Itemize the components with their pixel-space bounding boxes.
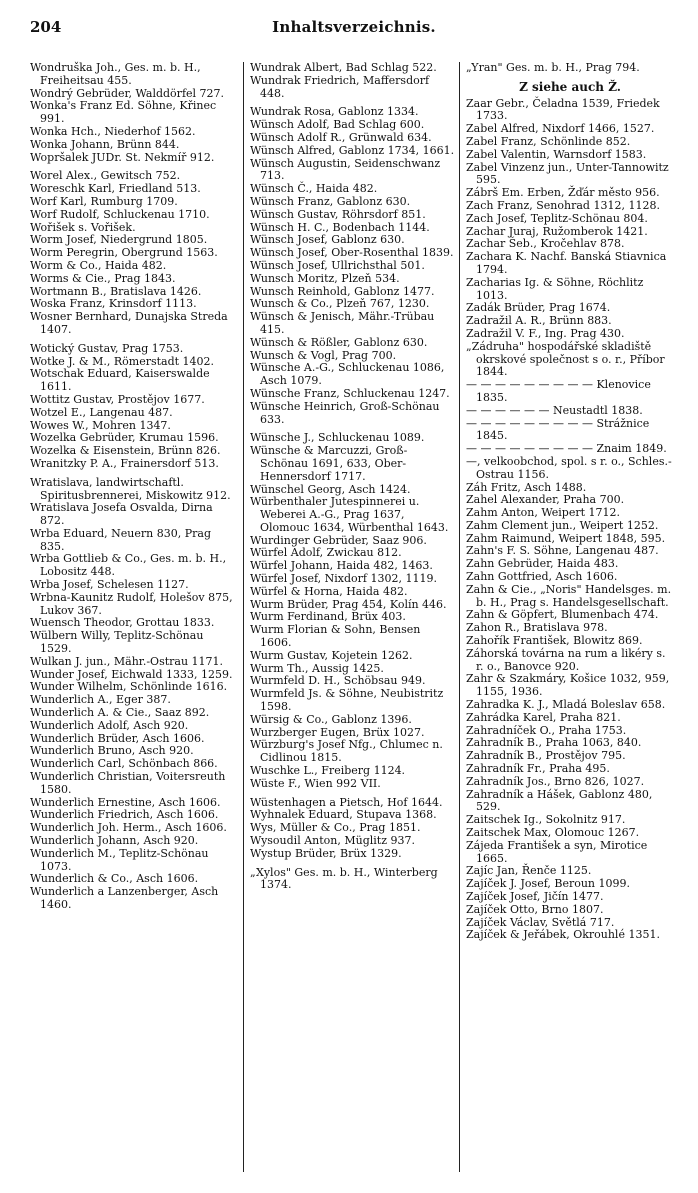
- column-middle: [250, 62, 455, 892]
- directory-entry: Wüstenhagen a Pietsch, Hof 1644.: [250, 795, 443, 809]
- directory-entry: Zajíček Josef, Jičín 1477.: [466, 890, 604, 903]
- directory-entry: Zahradník Jos., Brno 826, 1027.: [466, 774, 645, 788]
- directory-entry: Würbenthaler Jutespinnerei u. Weberei A.-G., Prag 1637, Olomouc 1634, Würbenthal 1643.: [250, 495, 449, 534]
- directory-entry: Zabel Valentin, Warnsdorf 1583.: [466, 147, 647, 161]
- directory-entry: Zadražil V. F., Ing. Prag 430.: [466, 326, 625, 340]
- directory-entry: Woska Franz, Krinsdorf 1113.: [30, 297, 197, 311]
- directory-entry: Wünsche Franz, Schluckenau 1247.: [250, 386, 450, 400]
- directory-entry: Wurm Brüder, Prag 454, Kolín 446.: [250, 597, 447, 611]
- directory-entry: Zahr & Szakmáry, Košice 1032, 959, 1155, 1936.: [466, 672, 670, 699]
- directory-entry: Wünsch Adolf R., Grünwald 634.: [250, 130, 432, 144]
- directory-entry: Zabel Franz, Schönlinde 852.: [466, 134, 631, 148]
- directory-entry: Wünsch & Jenisch, Mähr.-Trübau 415.: [250, 310, 435, 336]
- directory-entry: Wystup Brüder, Brüx 1329.: [250, 846, 402, 860]
- directory-entry: Wunderlich Bruno, Asch 920.: [30, 744, 194, 758]
- directory-entry: Zahrádka Karel, Praha 821.: [466, 710, 621, 724]
- directory-entry: Zajíček & Jeřábek, Okrouhlé 1351.: [466, 928, 660, 942]
- directory-entry: Wyhnalek Eduard, Stupava 1368.: [250, 808, 437, 822]
- directory-entry: Wunsch Moritz, Plzeň 534.: [250, 271, 400, 285]
- directory-entry: Wondruška Joh., Ges. m. b. H., Freiheitsau 455.: [30, 61, 201, 87]
- directory-entry: Worm & Co., Haida 482.: [30, 258, 167, 272]
- directory-entry: Zachara K. Nachf. Banská Stiavnica 1794.: [466, 250, 667, 276]
- directory-entry: Wüste F., Wien 992 VII.: [250, 776, 381, 790]
- directory-entry: Würsig & Co., Gablonz 1396.: [250, 712, 412, 726]
- directory-entry: Wozelka Gebrüder, Krumau 1596.: [30, 431, 219, 445]
- directory-entry: Záh Fritz, Asch 1488.: [466, 480, 587, 494]
- directory-entry: Wurmfeld D. H., Schöbsau 949.: [250, 674, 426, 688]
- directory-entry: Zaitschek Max, Olomouc 1267.: [466, 826, 640, 840]
- directory-entry: Zahn Gottfried, Asch 1606.: [466, 570, 618, 584]
- section-heading: Z siehe auch Ž.: [519, 79, 621, 94]
- directory-entry: Wowes W., Mohren 1347.: [30, 418, 171, 432]
- directory-entry: Wünsche A.-G., Schluckenau 1086, Asch 1079.: [250, 361, 445, 388]
- directory-entry: Wonka Hch., Niederhof 1562.: [30, 124, 196, 138]
- directory-entry: Wurm Gustav, Kojetein 1262.: [250, 648, 413, 662]
- directory-entry: Wunderlich Brüder, Asch 1606.: [30, 731, 205, 745]
- directory-entry: Würfel Johann, Haida 482, 1463.: [250, 559, 433, 573]
- directory-entry: Wrba Eduard, Neuern 830, Prag 835.: [30, 526, 211, 553]
- directory-entry: Zach Josef, Teplitz-Schönau 804.: [466, 211, 648, 225]
- directory-entry: Zabel Vinzenz jun., Unter-Tannowitz 595.: [466, 160, 669, 187]
- directory-entry: Wunderlich A., Eger 387.: [30, 693, 171, 707]
- directory-entry: Wünsch & Rößler, Gablonz 630.: [250, 335, 428, 349]
- directory-entry: Zacharias Ig. & Söhne, Röchlitz 1013.: [466, 275, 644, 302]
- directory-entry: Würfel Adolf, Zwickau 812.: [250, 546, 402, 560]
- directory-entry: Worel Alex., Gewitsch 752.: [30, 169, 181, 183]
- directory-entry: Wunderlich Ernestine, Asch 1606.: [30, 795, 221, 809]
- directory-entry: Wünsch Alfred, Gablonz 1734, 1661.: [250, 143, 455, 157]
- directory-entry: Zaitschek Ig., Sokolnitz 917.: [466, 813, 626, 827]
- directory-entry: Wünsche J., Schluckenau 1089.: [250, 431, 425, 445]
- directory-entry: Wondrý Gebrüder, Walddörfel 727.: [30, 86, 225, 100]
- directory-entry: Würfel & Horna, Haida 482.: [250, 584, 408, 598]
- directory-entry: Wunsch & Co., Plzeň 767, 1230.: [250, 297, 430, 311]
- directory-entry: Zajíček Václav, Světlá 717.: [466, 915, 615, 929]
- directory-entry: Wotzel E., Langenau 487.: [30, 405, 173, 419]
- directory-entry: Wünsch Adolf, Bad Schlag 600.: [250, 118, 425, 132]
- directory-entry: Wundrak Albert, Bad Schlag 522.: [250, 61, 437, 74]
- directory-entry: Zájeda František a syn, Mirotice 1665.: [466, 838, 648, 865]
- directory-entry: Worms & Cie., Prag 1843.: [30, 271, 176, 285]
- directory-entry: Záhorská továrna na rum a likéry s. r. o., Banovce 920.: [466, 646, 666, 673]
- directory-entry: Zahm Anton, Weipert 1712.: [466, 506, 621, 520]
- directory-entry: Wünsch Gustav, Röhrsdorf 851.: [250, 207, 426, 221]
- directory-entry: „Yran" Ges. m. b. H., Prag 794.: [466, 61, 640, 74]
- directory-entry: Worf Karl, Rumburg 1709.: [30, 194, 178, 208]
- directory-entry: Zahm Clement jun., Weipert 1252.: [466, 518, 659, 532]
- directory-entry: Zachar Juraj, Ružomberok 1421.: [466, 224, 648, 238]
- running-title: Inhaltsverzeichnis.: [272, 18, 436, 36]
- directory-entry: Wuschke L., Freiberg 1124.: [250, 764, 406, 778]
- directory-entry: Wünsche Heinrich, Groß-Schönau 633.: [250, 399, 440, 426]
- directory-entry: Wurzberger Eugen, Brüx 1027.: [250, 725, 425, 739]
- directory-entry: Wysoudil Anton, Müglitz 937.: [250, 834, 415, 848]
- directory-entry: Würfel Josef, Nixdorf 1302, 1119.: [250, 572, 437, 586]
- column-rule-left: [243, 62, 244, 1172]
- directory-entry: Wys, Müller & Co., Prag 1851.: [250, 821, 421, 835]
- directory-entry: Wunsch Reinhold, Gablonz 1477.: [250, 284, 435, 298]
- directory-entry: Wünsch H. C., Bodenbach 1144.: [250, 220, 430, 234]
- directory-entry: Wülbern Willy, Teplitz-Schönau 1529.: [30, 629, 204, 656]
- directory-entry: Wrba Gottlieb & Co., Ges. m. b. H., Lobositz 448.: [30, 552, 227, 579]
- directory-entry: Wunsch & Vogl, Prag 700.: [250, 348, 397, 362]
- directory-entry: Wratislava, landwirtschaftl. Spiritusbrennerei, Miskowitz 912.: [30, 475, 231, 502]
- directory-entry: Wurdinger Gebrüder, Saaz 906.: [250, 533, 427, 547]
- directory-entry: Wunderlich Carl, Schönbach 866.: [30, 757, 218, 771]
- directory-entry: Wosner Bernhard, Dunajska Streda 1407.: [30, 310, 228, 336]
- directory-entry: Zadražil A. R., Brünn 883.: [466, 314, 612, 328]
- directory-entry: Wunder Wilhelm, Schönlinde 1616.: [30, 680, 228, 694]
- directory-entry: Wünsch Josef, Ullrichsthal 501.: [250, 258, 425, 272]
- directory-entry: Zahořík František, Blowitz 869.: [466, 634, 643, 648]
- directory-entry: Zahm Raimund, Weipert 1848, 595.: [466, 531, 666, 545]
- directory-entry: Zadák Brüder, Prag 1674.: [466, 301, 611, 315]
- directory-entry: Wuensch Theodor, Grottau 1833.: [30, 616, 215, 630]
- directory-entry: Zahradka K. J., Mladá Boleslav 658.: [466, 698, 666, 712]
- directory-entry: Wünschel Georg, Asch 1424.: [250, 482, 411, 496]
- page-header: [30, 18, 678, 42]
- directory-entry: Wratislava Josefa Osvalda, Dirna 872.: [30, 501, 213, 528]
- directory-entry: Wořišek s. Vořišek.: [30, 220, 136, 234]
- directory-entry: Woreschk Karl, Friedland 513.: [30, 182, 201, 196]
- directory-entry: Wottitz Gustav, Prostějov 1677.: [30, 392, 205, 406]
- directory-entry: Würzburg's Josef Nfg., Chlumec n. Cidlinou 1815.: [250, 738, 443, 765]
- directory-entry: Wozelka & Eisenstein, Brünn 826.: [30, 444, 221, 458]
- directory-entry: Zahradník B., Praha 1063, 840.: [466, 736, 642, 750]
- page-number: 204: [30, 18, 62, 36]
- directory-entry: Zajíček J. Josef, Beroun 1099.: [466, 877, 631, 891]
- directory-entry: „Xylos" Ges. m. b. H., Winterberg 1374.: [250, 865, 438, 892]
- directory-entry: Zahn & Göpfert, Blumenbach 474.: [466, 608, 659, 622]
- directory-entry: — — — — — — — — — Znaim 1849.: [466, 442, 667, 456]
- directory-entry: Zahradník Fr., Praha 495.: [466, 762, 610, 776]
- directory-entry: Wunderlich Johann, Asch 920.: [30, 834, 199, 848]
- directory-entry: Wunderlich Adolf, Asch 920.: [30, 718, 189, 732]
- directory-entry: Zajíček Otto, Brno 1807.: [466, 902, 604, 916]
- directory-entry: Wunderlich A. & Cie., Saaz 892.: [30, 706, 210, 720]
- directory-entry: „Zádruha" hospodářské skladiště okrskové společnost s o. r., Příbor 1844.: [466, 339, 665, 379]
- column-rule-right: [459, 62, 460, 1172]
- directory-entry: Zahn & Cie., „Noris" Handelsges. m. b. H., Prag s. Handelsgesellschaft.: [466, 582, 672, 609]
- directory-entry: Wotický Gustav, Prag 1753.: [30, 341, 184, 355]
- directory-entry: Wurm Ferdinand, Brüx 403.: [250, 610, 406, 624]
- directory-entry: Zahradník a Hášek, Gablonz 480, 529.: [466, 787, 653, 814]
- directory-entry: Wurm Florian & Sohn, Bensen 1606.: [250, 623, 421, 650]
- directory-entry: Worm Peregrin, Obergrund 1563.: [30, 246, 218, 260]
- directory-entry: Wunderlich Joh. Herm., Asch 1606.: [30, 821, 227, 835]
- directory-entry: Wrbna-Kaunitz Rudolf, Holešov 875, Lukov 367.: [30, 590, 233, 617]
- directory-entry: Wundrak Rosa, Gablonz 1334.: [250, 105, 419, 119]
- directory-entry: Wünsch Josef, Gablonz 630.: [250, 233, 405, 247]
- directory-entry: Zahon R., Bratislava 978.: [466, 621, 608, 635]
- directory-entry: Worm Josef, Niedergrund 1805.: [30, 233, 208, 247]
- directory-entry: Wunderlich Christian, Voitersreuth 1580.: [30, 770, 226, 796]
- directory-entry: Wünsch Franz, Gablonz 630.: [250, 194, 411, 208]
- column-left: [30, 62, 238, 912]
- directory-entry: Wunderlich & Co., Asch 1606.: [30, 872, 199, 886]
- directory-entry: Wunderlich a Lanzenberger, Asch 1460.: [30, 885, 219, 911]
- directory-entry: Zahn's F. S. Söhne, Langenau 487.: [466, 544, 659, 558]
- column-right-list: [466, 98, 674, 943]
- directory-entry: Wulkan J. jun., Mähr.-Ostrau 1171.: [30, 654, 224, 668]
- directory-entry: Zahel Alexander, Praha 700.: [466, 493, 625, 507]
- directory-entry: Wünsche & Marcuzzi, Groß-Schönau 1691, 633, Ober-Hennersdorf 1717.: [250, 444, 408, 483]
- directory-entry: Zabel Alfred, Nixdorf 1466, 1527.: [466, 122, 655, 136]
- directory-entry: Wünsch Josef, Ober-Rosenthal 1839.: [250, 246, 454, 260]
- directory-entry: Wurmfeld Js. & Söhne, Neubistritz 1598.: [250, 687, 444, 714]
- directory-entry: Wrba Josef, Schelesen 1127.: [30, 578, 189, 592]
- directory-entry: Zahradník B., Prostějov 795.: [466, 749, 626, 763]
- directory-entry: — — — — — — Neustadtl 1838.: [466, 403, 643, 417]
- directory-entry: —, velkoobchod, spol. s r. o., Schles.-Ostrau 1156.: [466, 454, 672, 481]
- directory-entry: Wünsch Augustin, Seidenschwanz 713.: [250, 156, 441, 183]
- directory-entry: Zábrš Em. Erben, Žďár město 956.: [466, 186, 660, 200]
- directory-entry: Zahradníček O., Praha 1753.: [466, 723, 627, 737]
- directory-entry: — — — — — — — — — Klenovice 1835.: [466, 378, 651, 404]
- directory-entry: Wranitzky P. A., Frainersdorf 513.: [30, 456, 219, 470]
- directory-entry: Wunder Josef, Eichwald 1333, 1259.: [30, 667, 233, 681]
- directory-entry: Zaar Gebr., Čeladna 1539, Friedek 1733.: [466, 96, 660, 123]
- directory-entry: Zahn Gebrüder, Haida 483.: [466, 557, 619, 571]
- directory-entry: Wundrak Friedrich, Maffersdorf 448.: [250, 73, 430, 100]
- directory-entry: Wotschak Eduard, Kaiserswalde 1611.: [30, 367, 210, 394]
- directory-entry: Zachar Šeb., Kročehlav 878.: [466, 237, 625, 251]
- directory-entry: Worf Rudolf, Schluckenau 1710.: [30, 207, 210, 221]
- directory-entry: Wünsch Č., Haida 482.: [250, 182, 378, 196]
- directory-entry: Wortmann B., Bratislava 1426.: [30, 284, 202, 298]
- directory-entry: Wopršalek JUDr. St. Nekmíř 912.: [30, 150, 215, 164]
- directory-entry: Wurm Th., Aussig 1425.: [250, 661, 384, 675]
- directory-entry: Zajíc Jan, Řenče 1125.: [466, 864, 592, 878]
- directory-entry: Wotke J. & M., Römerstadt 1402.: [30, 354, 215, 368]
- column-right: [466, 62, 674, 942]
- directory-entry: Zach Franz, Senohrad 1312, 1128.: [466, 198, 660, 212]
- directory-entry: Wonka's Franz Ed. Söhne, Křinec 991.: [30, 99, 217, 126]
- directory-entry: Wonka Johann, Brünn 844.: [30, 137, 180, 151]
- directory-entry: Wunderlich Friedrich, Asch 1606.: [30, 808, 219, 822]
- directory-entry: — — — — — — — — — Strážnice 1845.: [466, 416, 650, 443]
- directory-entry: Wunderlich M., Teplitz-Schönau 1073.: [30, 846, 209, 873]
